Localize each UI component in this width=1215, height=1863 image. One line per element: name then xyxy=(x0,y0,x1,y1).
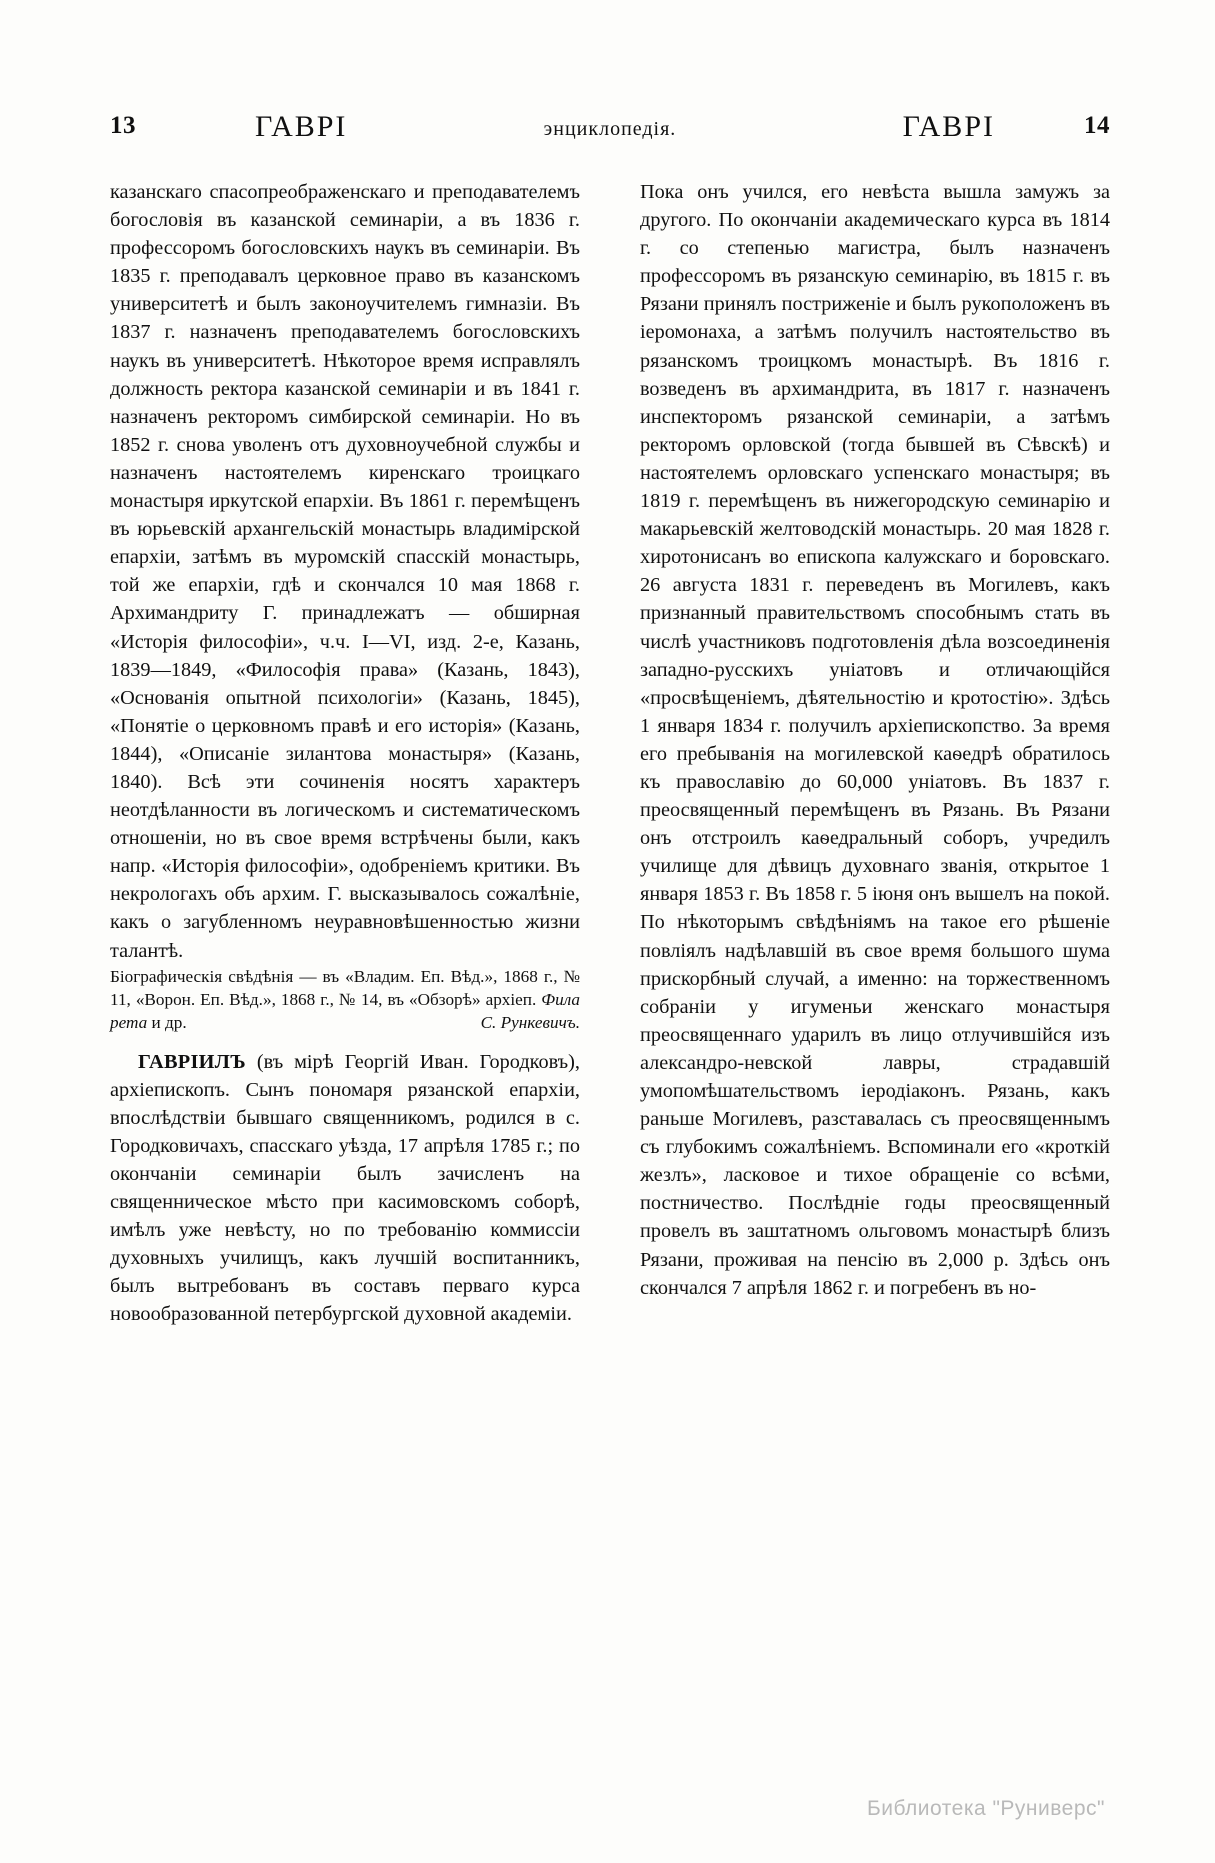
text-columns xyxy=(110,178,1110,1738)
bibliography-text: Біографическія свѣдѣнія — въ «Владим. Еп. Вѣд.», 1868 г., № 11, «Ворон. Еп. Вѣд.», 1868 г., № 14, въ «Обзорѣ» архіеп. xyxy=(110,966,580,1009)
bibliography-italic: Фила рета xyxy=(110,989,580,1032)
library-watermark: Библиотека "Руниверс" xyxy=(866,1797,1105,1820)
paragraph-right-continuation: Пока онъ учился, его невѣста вышла замужъ за другого. По окончаніи академическаго курса въ 1814 г. со степенью магистра, былъ назначенъ профессоромъ въ рязанскую семинарію, въ 1815 г. въ Рязани принялъ постриженіе и былъ рукоположенъ въ іеромонаха, а затѣмъ получилъ настоятельство въ рязанскомъ троицкомъ монастырѣ. Въ 1816 г. возведенъ въ архимандрита, въ 1817 г. назначенъ инспекторомъ рязанской семинаріи, а затѣмъ ректоромъ орловской (тогда бывшей въ Сѣвскѣ) и настоятелемъ орловскаго успенскаго монастыря; въ 1819 г. перемѣщенъ въ нижегородскую семинарію и макарьевскій желтоводскій монастырь. 20 мая 1828 г. хиротонисанъ во епископа калужскаго и боровскаго. 26 августа 1831 г. переведенъ въ Могилевъ, какъ признанный правительствомъ способнымъ стать въ числѣ участниковъ подготовленія дѣла возсоединенія западно-русскихъ уніатовъ и отличающійся «просвѣщеніемъ, дѣятельностію и кротостію». Здѣсь 1 января 1834 г. получилъ архіепископство. За время его пребыванія на могилевской каѳедрѣ обратилось къ православію до 60,000 уніатовъ. Въ 1837 г. преосвященный перемѣщенъ въ Рязань. Въ Рязани онъ отстроилъ каѳедральный соборъ, учредилъ училище для дѣвицъ духовнаго званія, открытое 1 января 1853 г. Въ 1858 г. 5 іюня онъ вышелъ на покой. По нѣкоторымъ свѣдѣніямъ на такое его рѣшеніе повліялъ надѣлавшій въ свое время большого шума прискорбный случай, а именно: на торжественномъ собраніи у игуменьи женскаго монастыря преосвященнаго ударилъ въ лицо отлучившійся изъ александро-невской лавры, страдавшій умопомѣшательствомъ іеродіаконъ. Рязань, какъ раньше Могилевъ, разставалась съ преосвященнымъ съ глубокимъ сожалѣніемъ. Вспоминали его «кроткій жезлъ», ласковое и тихое обращеніе со всѣми, постничество. Послѣдніе годы преосвященный провелъ въ заштатномъ ольговомъ монастырѣ близъ Рязани, проживая на пенсію въ 2,000 р. Здѣсь онъ скончался 7 апрѣля 1862 г. и погребенъ въ но- xyxy=(640,181,1110,1299)
entry-headword: ГАВРІИЛЪ xyxy=(138,1050,246,1073)
column-right xyxy=(640,178,1110,1738)
running-headword-left: ГАВРІ xyxy=(255,110,348,143)
column-left xyxy=(110,178,580,1738)
running-head xyxy=(110,112,1110,152)
dictionary-entry xyxy=(110,1048,580,1329)
bibliography-tail: и др. xyxy=(147,1012,187,1032)
running-headword-right: ГАВРІ xyxy=(902,110,995,143)
paragraph-left-continuation: казанскаго спасопреображенскаго и преподавателемъ богословія въ казанской семинаріи, а въ 1836 г. профессоромъ богословскихъ наукъ въ семинаріи. Въ 1835 г. преподавалъ церковное право въ казанскомъ университетѣ и былъ законоучителемъ гимназіи. Въ 1837 г. назначенъ преподавателемъ богословскихъ наукъ въ университетѣ. Нѣкоторое время исправлялъ должность ректора казанской семинаріи и въ 1841 г. назначенъ ректоромъ симбирской семинаріи. Но въ 1852 г. снова уволенъ отъ духовноучебной службы и назначенъ настоятелемъ киренскаго троицкаго монастыря иркутской епархіи. Въ 1861 г. перемѣщенъ въ юрьевскій архангельскій монастырь владимірской епархіи, затѣмъ въ муромскій спасскій монастырь, той же епархіи, гдѣ и скончался 10 мая 1868 г. Архимандриту Г. принадлежатъ — обширная «Исторія философіи», ч.ч. I—VI, изд. 2-е, Казань, 1839—1849, «Философія права» (Казань, 1843), «Основанія опытной психологіи» (Казань, 1845), «Понятіе о церковномъ правѣ и его исторія» (Казань, 1844), «Описаніе зилантова монастыря» (Казань, 1840). Всѣ эти сочиненія носятъ характеръ неотдѣланности въ логическомъ и систематическомъ отношеніи, но въ свое время встрѣчены были, какъ напр. «Исторія философіи», одобреніемъ критики. Въ некрологахъ объ архим. Г. высказывалось сожалѣніе, какъ о загубленномъ неуравновѣшенностью жизни талантѣ. xyxy=(110,181,580,962)
bibliography-note xyxy=(110,965,580,1034)
running-title-center: энциклопедія. xyxy=(543,118,677,140)
entry-body: (въ мірѣ Георгій Иван. Городковъ), архіепископъ. Сынъ пономаря рязанской епархіи, впослѣдствіи бывшаго священникомъ, родился в с. Городковичахъ, спасскаго уѣзда, 17 апрѣля 1785 г.; по окончаніи семинаріи былъ зачисленъ на священническое мѣсто при касимовскомъ соборѣ, имѣлъ уже невѣсту, но по требованію коммиссіи духовныхъ училищъ, какъ лучшій воспитанникъ, былъ вытребованъ въ составъ перваго курса новообразованной петербургской духовной академіи. xyxy=(110,1050,580,1326)
paragraph-spacer xyxy=(110,1034,580,1048)
folio-right: 14 xyxy=(1084,112,1110,139)
author-signature: С. Рункевичъ. xyxy=(480,1012,580,1032)
folio-left: 13 xyxy=(110,112,136,139)
